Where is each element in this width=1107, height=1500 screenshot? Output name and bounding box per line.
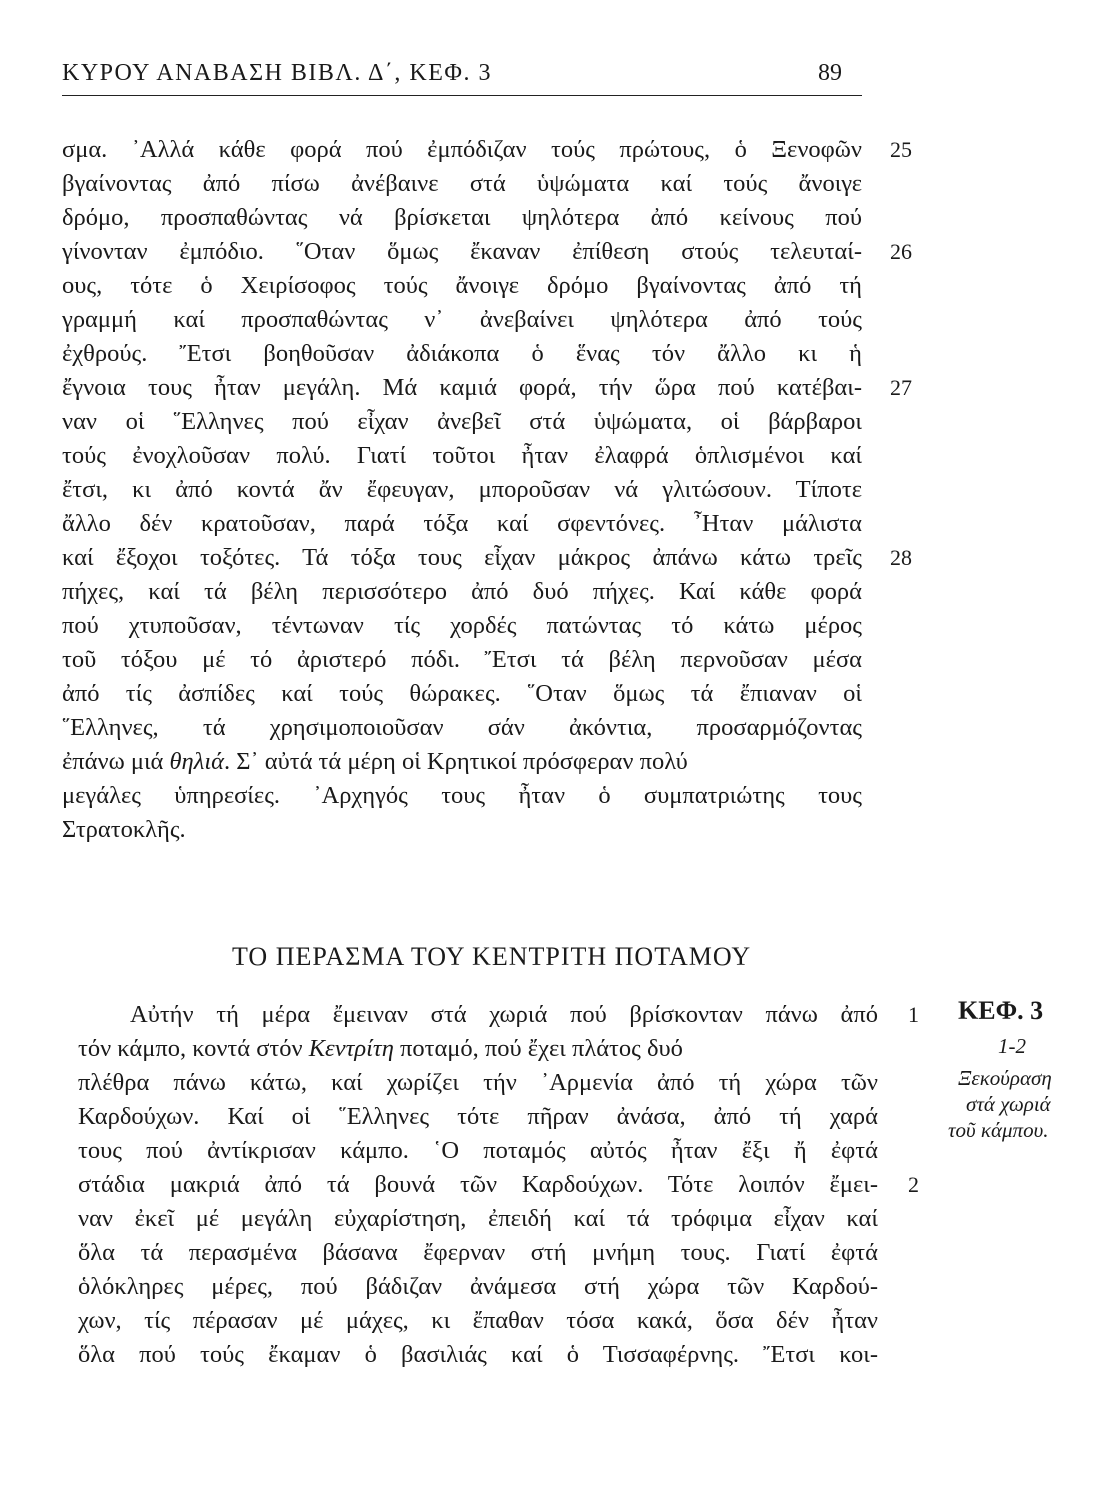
side-note-line: τοῦ κάμπου. bbox=[948, 1118, 1049, 1142]
text-line: ους, τότε ὁ Χειρίσοφος τούς ἄνοιγε δρόμο βγαίνοντας ἀπό τή bbox=[62, 272, 862, 299]
paragraph-number: 27 bbox=[890, 375, 912, 400]
text-line: βγαίνοντας ἀπό πίσω ἀνέβαινε στά ὑψώματα καί τούς ἄνοιγε bbox=[62, 170, 862, 197]
text-line: πού χτυποῦσαν, τέντωναν τίς χορδές πατώντας τό κάτω μέρος bbox=[62, 612, 862, 639]
text-line: ἐχθρούς. Ἔτσι βοηθοῦσαν ἀδιάκοπα ὁ ἕνας τόν ἄλλο κι ἡ bbox=[62, 340, 862, 367]
text-line bbox=[78, 1034, 878, 1064]
text-line: τούς ἐνοχλοῦσαν πολύ. Γιατί τοῦτοι ἦταν ἐλαφρά ὁπλισμένοι καί bbox=[62, 442, 862, 469]
text-line: γίνονταν ἐμπόδιο. ῞Οταν ὅμως ἔκαναν ἐπίθεση στούς τελευταί- bbox=[62, 238, 862, 265]
text-fragment: ἐπάνω μιά bbox=[62, 748, 164, 775]
text-fragment: τόν κάμπο, κοντά στόν bbox=[78, 1035, 303, 1062]
running-header bbox=[62, 58, 862, 98]
text-line: Αὐτήν τή μέρα ἔμειναν στά χωριά πού βρίσκονταν πάνω ἀπό bbox=[130, 1001, 878, 1028]
text-line: δρόμο, προσπαθώντας νά βρίσκεται ψηλότερα ἀπό κείνους πού bbox=[62, 204, 862, 231]
text-line: ῞Ελληνες, τά χρησιμοποιοῦσαν σάν ἀκόντια, προσαρμόζοντας bbox=[62, 714, 862, 741]
paragraph-number: 28 bbox=[890, 545, 912, 570]
text-line: τους πού ἀντίκρισαν κάμπο. ῾Ο ποταμός αὐτός ἦταν ἔξι ἤ ἐφτά bbox=[78, 1137, 878, 1164]
text-line: τοῦ τόξου μέ τό ἀριστερό πόδι. Ἔτσι τά βέλη περνοῦσαν μέσα bbox=[62, 646, 862, 673]
paragraph-number: 1 bbox=[908, 1002, 919, 1027]
text-line: πήχες, καί τά βέλη περισσότερο ἀπό δυό πήχες. Καί κάθε φορά bbox=[62, 578, 862, 605]
text-line: ναν ἐκεῖ μέ μεγάλη εὐχαρίστηση, ἐπειδή καί τά τρόφιμα εἶχαν καί bbox=[78, 1205, 878, 1232]
text-line: ναν οἱ ῞Ελληνες πού εἶχαν ἀνεβεῖ στά ὑψώματα, οἱ βάρβαροι bbox=[62, 408, 862, 435]
paragraph-number: 26 bbox=[890, 239, 912, 264]
side-note-chapter: ΚΕΦ. 3 bbox=[958, 996, 1044, 1025]
text-line: Καρδούχων. Καί οἱ ῞Ελληνες τότε πῆραν ἀνάσα, ἀπό τή χαρά bbox=[78, 1103, 878, 1130]
side-note-line: Ξεκούραση bbox=[958, 1066, 1052, 1090]
text-line: πλέθρα πάνω κάτω, καί χωρίζει τήν ᾿Αρμενία ἀπό τή χώρα τῶν bbox=[78, 1069, 878, 1096]
text-line: ὁλόκληρες μέρες, πού βάδιζαν ἀνάμεσα στή χώρα τῶν Καρδού- bbox=[78, 1273, 878, 1300]
text-line: ἄλλο δέν κρατοῦσαν, παρά τόξα καί σφεντόνες. ῏Ηταν μάλιστα bbox=[62, 510, 862, 537]
text-line: στάδια μακριά ἀπό τά βουνά τῶν Καρδούχων. Τότε λοιπόν ἔμει- bbox=[78, 1171, 878, 1198]
text-line: Στρατοκλῆς. bbox=[62, 816, 186, 843]
text-line bbox=[62, 747, 862, 777]
running-title: ΚΥΡΟΥ ΑΝΑΒΑΣΗ ΒΙΒΛ. Δ΄, ΚΕΦ. 3 bbox=[62, 60, 492, 86]
italic-term: θηλιά bbox=[169, 748, 224, 775]
section-title: ΤΟ ΠΕΡΑΣΜΑ ΤΟΥ ΚΕΝΤΡΙΤΗ ΠΟΤΑΜΟΥ bbox=[232, 942, 752, 971]
text-line: χων, τίς πέρασαν μέ μάχες, κι ἔπαθαν τόσα κακά, ὅσα δέν ἦταν bbox=[78, 1307, 878, 1334]
text-line: καί ἔξοχοι τοξότες. Τά τόξα τους εἶχαν μάκρος ἀπάνω κάτω τρεῖς bbox=[62, 544, 862, 571]
side-note-line: στά χωριά bbox=[966, 1092, 1051, 1116]
paragraph-number: 25 bbox=[890, 137, 912, 162]
text-line: ἀπό τίς ἀσπίδες καί τούς θώρακες. ῞Οταν ὅμως τά ἔπιαναν οἱ bbox=[62, 680, 862, 707]
text-line: ὅλα τά περασμένα βάσανα ἔφερναν στή μνήμη τους. Γιατί ἐφτά bbox=[78, 1239, 878, 1266]
paragraph-number: 2 bbox=[908, 1172, 919, 1197]
text-fragment: . Σ᾿ αὐτά τά μέρη οἱ Κρητικοί πρόσφεραν πολύ bbox=[223, 748, 688, 775]
page-number: 89 bbox=[818, 60, 842, 86]
side-note-range: 1-2 bbox=[998, 1034, 1026, 1058]
header-rule bbox=[62, 95, 862, 96]
italic-term: Κεντρίτη bbox=[308, 1035, 394, 1062]
text-line: ἔτσι, κι ἀπό κοντά ἄν ἔφευγαν, μποροῦσαν νά γλιτώσουν. Τίποτε bbox=[62, 476, 862, 503]
text-fragment: ποταμό, πού ἔχει πλάτος δυό bbox=[399, 1035, 683, 1062]
text-line: μεγάλες ὑπηρεσίες. ᾿Αρχηγός τους ἦταν ὁ συμπατριώτης τους bbox=[62, 782, 862, 809]
text-line: ὅλα πού τούς ἔκαμαν ὁ βασιλιάς καί ὁ Τισσαφέρνης. Ἔτσι κοι- bbox=[78, 1341, 878, 1368]
text-line: σμα. ᾿Αλλά κάθε φορά πού ἐμπόδιζαν τούς πρώτους, ὁ Ξενοφῶν bbox=[62, 136, 862, 163]
text-line: γραμμή καί προσπαθώντας ν᾿ ἀνεβαίνει ψηλότερα ἀπό τούς bbox=[62, 306, 862, 333]
text-line: ἔγνοια τους ἦταν μεγάλη. Μά καμιά φορά, τήν ὥρα πού κατέβαι- bbox=[62, 374, 862, 401]
